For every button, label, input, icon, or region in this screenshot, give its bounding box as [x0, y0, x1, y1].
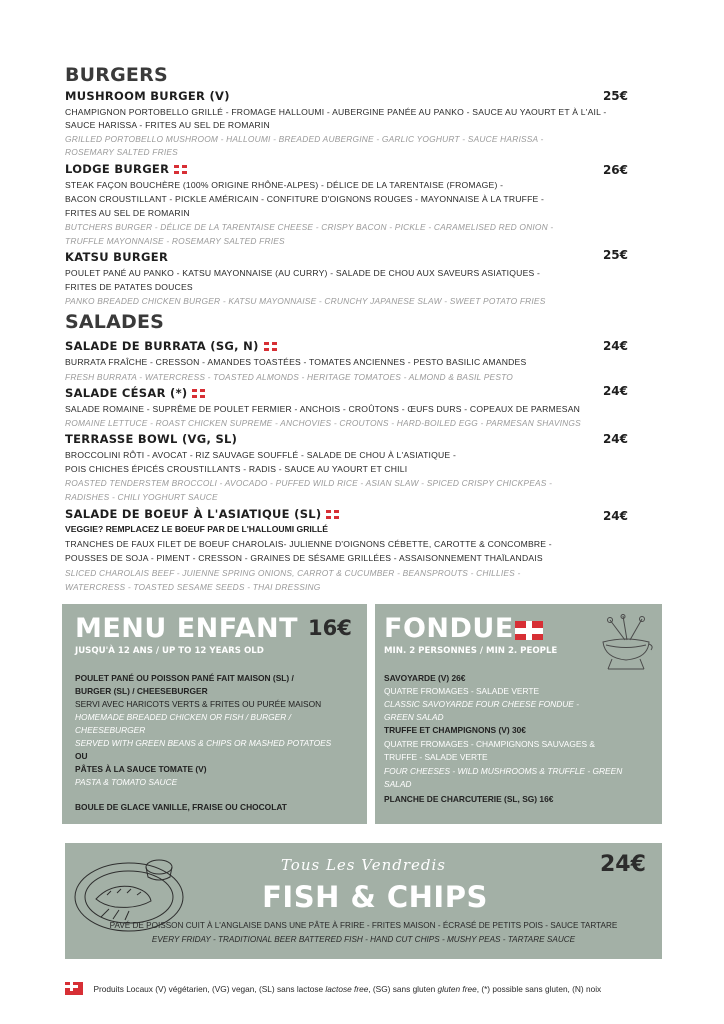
fondue-line: GREEN SALAD — [384, 712, 444, 722]
local-product-flag-icon — [326, 510, 339, 519]
item-name: SALADE CÉSAR (*) — [65, 386, 188, 400]
item-name-row — [65, 507, 339, 521]
item-desc-fr: BURRATA FRAÎCHE - CRESSON - AMANDES TOASTÉES - TOMATES ANCIENNES - PESTO BASILIC AMANDES — [65, 357, 527, 367]
item-desc-en: BUTCHERS BURGER - DÉLICE DE LA TARENTAISE CHEESE - CRISPY BACON - PICKLE - CARAMELISED RED ONION - — [65, 222, 554, 232]
item-desc-en: ROMAINE LETTUCE - ROAST CHICKEN SUPREME - ANCHOVIES - CROUTONS - HARD-BOILED EGG - PARMESAN SHAVINGS — [65, 418, 581, 428]
item-price: 24€ — [602, 432, 628, 446]
enfant-line: PÂTES À LA SAUCE TOMATE (V) — [75, 764, 207, 774]
fish-and-chips-desc-en: EVERY FRIDAY - TRADITIONAL BEER BATTERED FISH - HAND CUT CHIPS - MUSHY PEAS - TARTARE SAUCE — [151, 935, 576, 944]
fondue-line: TRUFFE ET CHAMPIGNONS (V) 30€ — [384, 725, 526, 735]
local-product-flag-icon — [515, 621, 543, 640]
item-note: VEGGIE? REMPLACEZ LE BOEUF PAR DE L'HALLOUMI GRILLÉ — [65, 524, 329, 534]
item-price: 24€ — [602, 384, 628, 398]
fish-and-chips-price: 24€ — [600, 852, 646, 877]
item-desc-fr: TRANCHES DE FAUX FILET DE BOEUF CHAROLAIS- JULIENNE D'OIGNONS CÉBETTE, CAROTTE & CONCOMBRE - — [65, 539, 552, 549]
item-name: LODGE BURGER — [65, 162, 170, 176]
item-name: MUSHROOM BURGER (V) — [65, 89, 230, 103]
fondue-line: SAVOYARDE (V) 26€ — [384, 673, 466, 683]
fish-and-chips-script: Tous Les Vendredis — [280, 856, 447, 874]
fondue-line: PLANCHE DE CHARCUTERIE (SL, SG) 16€ — [384, 794, 554, 804]
fondue-line: CLASSIC SAVOYARDE FOUR CHEESE FONDUE - — [384, 699, 579, 709]
item-name: SALADE DE BOEUF À L'ASIATIQUE (SL) — [65, 507, 322, 521]
item-desc-en: WATERCRESS - TOASTED SESAME SEEDS - THAI DRESSING — [65, 582, 321, 592]
fondue-pot-icon — [598, 614, 653, 672]
local-product-flag-icon — [65, 982, 83, 995]
item-desc-en: FRESH BURRATA - WATERCRESS - TOASTED ALMONDS - HERITAGE TOMATOES - ALMOND & BASIL PESTO — [65, 372, 513, 382]
enfant-line: PASTA & TOMATO SAUCE — [75, 777, 178, 787]
fondue-line: FOUR CHEESES - WILD MUSHROOMS & TRUFFLE - GREEN — [384, 766, 623, 776]
legend-text: Produits Locaux (V) végétarien, (VG) vegan, (SL) sans lactose lactose free, (SG) sans gluten gluten free, (*) possible sans gluten, (N) noix — [93, 983, 602, 994]
item-name-row — [65, 339, 277, 353]
enfant-line: CHEESEBURGER — [75, 725, 146, 735]
item-desc-en: TRUFFLE MAYONNAISE - ROSEMARY SALTED FRIES — [65, 236, 285, 246]
enfant-line: SERVI AVEC HARICOTS VERTS & FRITES OU PURÉE MAISON — [75, 699, 322, 709]
fondue-subtitle: MIN. 2 PERSONNES / MIN 2. PEOPLE — [384, 646, 558, 656]
item-desc-fr: POIS CHICHES ÉPICÉS CROUSTILLANTS - RADIS - SAUCE AU YAOURT ET CHILI — [65, 464, 408, 474]
enfant-line: BURGER (SL) / CHEESEBURGER — [75, 686, 208, 696]
fondue-panel — [375, 604, 662, 824]
item-price: 24€ — [602, 509, 628, 523]
item-desc-en: ROSEMARY SALTED FRIES — [65, 147, 178, 157]
fondue-line: SALAD — [384, 779, 412, 789]
item-name-row — [65, 162, 187, 176]
local-product-flag-icon — [174, 165, 187, 174]
item-price: 24€ — [602, 339, 628, 353]
item-name: KATSU BURGER — [65, 250, 169, 264]
fish-and-chips-title: FISH & CHIPS — [262, 880, 488, 914]
item-desc-en: GRILLED PORTOBELLO MUSHROOM - HALLOUMI - BREADED AUBERGINE - GARLIC YOGHURT - SAUCE HARISSA - — [65, 134, 544, 144]
legend — [65, 980, 601, 998]
item-price: 26€ — [602, 163, 628, 177]
menu-enfant-subtitle: JUSQU'À 12 ANS / UP TO 12 YEARS OLD — [75, 646, 264, 656]
enfant-line: POULET PANÉ OU POISSON PANÉ FAIT MAISON (SL) / — [75, 673, 294, 683]
item-desc-en: ROASTED TENDERSTEM BROCCOLI - AVOCADO - PUFFED WILD RICE - ASIAN SLAW - SPICED CRISPY CHICKPEAS - — [65, 478, 553, 488]
local-product-flag-icon — [192, 389, 205, 398]
enfant-line: BOULE DE GLACE VANILLE, FRAISE OU CHOCOLAT — [75, 802, 287, 812]
item-desc-fr: BROCCOLINI RÔTI - AVOCAT - RIZ SAUVAGE SOUFFLÉ - SALADE DE CHOU À L'ASIATIQUE - — [65, 450, 457, 460]
item-desc-en: PANKO BREADED CHICKEN BURGER - KATSU MAYONNAISE - CRUNCHY JAPANESE SLAW - SWEET POTATO FRIES — [65, 296, 546, 306]
menu-enfant-panel — [62, 604, 367, 824]
item-desc-fr: SAUCE HARISSA - FRITES AU SEL DE ROMARIN — [65, 120, 270, 130]
fondue-line: TRUFFE - SALADE VERTE — [384, 752, 488, 762]
fish-and-chips-desc-fr: PAVÉ DE POISSON CUIT À L'ANGLAISE DANS UNE PÂTE À FRIRE - FRITES MAISON - ÉCRASÉ DE PETITS POIS - SAUCE TARTARE — [109, 921, 618, 930]
item-desc-fr: BACON CROUSTILLANT - PICKLE AMÉRICAIN - CONFITURE D'OIGNONS ROUGES - MAYONNAISE À LA TRUFFE - — [65, 194, 545, 204]
item-desc-en: RADISHES - CHILI YOGHURT SAUCE — [65, 492, 218, 502]
item-desc-fr: FRITES AU SEL DE ROMARIN — [65, 208, 190, 218]
item-desc-en: SLICED CHAROLAIS BEEF - JUIENNE SPRING ONIONS, CARROT & CUCUMBER - BEANSPROUTS - CHILLIES - — [65, 568, 521, 578]
local-product-flag-icon — [264, 342, 277, 351]
item-price: 25€ — [602, 89, 628, 103]
item-name: SALADE DE BURRATA (SG, N) — [65, 339, 259, 353]
enfant-line: SERVED WITH GREEN BEANS & CHIPS OR MASHED POTATOES — [75, 738, 332, 748]
item-desc-fr: STEAK FAÇON BOUCHÈRE (100% ORIGINE RHÔNE-ALPES) - DÉLICE DE LA TARENTAISE (FROMAGE) - — [65, 180, 504, 190]
fish-and-chips-panel — [65, 843, 662, 959]
item-desc-fr: FRITES DE PATATES DOUCES — [65, 282, 193, 292]
item-desc-fr: POUSSES DE SOJA - PIMENT - CRESSON - GRAINES DE SÉSAME GRILLÉES - ASSAISONNEMENT THAÏLANDAIS — [65, 553, 543, 563]
fondue-line: QUATRE FROMAGES - SALADE VERTE — [384, 686, 540, 696]
item-name: TERRASSE BOWL (VG, SL) — [65, 432, 238, 446]
section-title-burgers: BURGERS — [65, 64, 168, 86]
fondue-line: QUATRE FROMAGES - CHAMPIGNONS SAUVAGES & — [384, 739, 595, 749]
item-desc-fr: SALADE ROMAINE - SUPRÊME DE POULET FERMIER - ANCHOIS - CROÛTONS - ŒUFS DURS - COPEAUX DE PARMESAN — [65, 404, 581, 414]
enfant-line: OU — [75, 751, 88, 761]
section-title-salades: SALADES — [65, 311, 165, 333]
item-desc-fr: CHAMPIGNON PORTOBELLO GRILLÉ - FROMAGE HALLOUMI - AUBERGINE PANÉE AU PANKO - SAUCE AU YAOURT ET À L'AIL - — [65, 107, 607, 117]
item-price: 25€ — [602, 248, 628, 262]
item-name-row — [65, 386, 205, 400]
enfant-line: HOMEMADE BREADED CHICKEN OR FISH / BURGER / — [75, 712, 291, 722]
menu-enfant-price: 16€ — [308, 616, 352, 640]
menu-enfant-title: MENU ENFANT — [75, 613, 299, 644]
fondue-title: FONDUE — [384, 613, 514, 644]
item-desc-fr: POULET PANÉ AU PANKO - KATSU MAYONNAISE (AU CURRY) - SALADE DE CHOU AUX SAVEURS ASIATIQUES - — [65, 268, 541, 278]
